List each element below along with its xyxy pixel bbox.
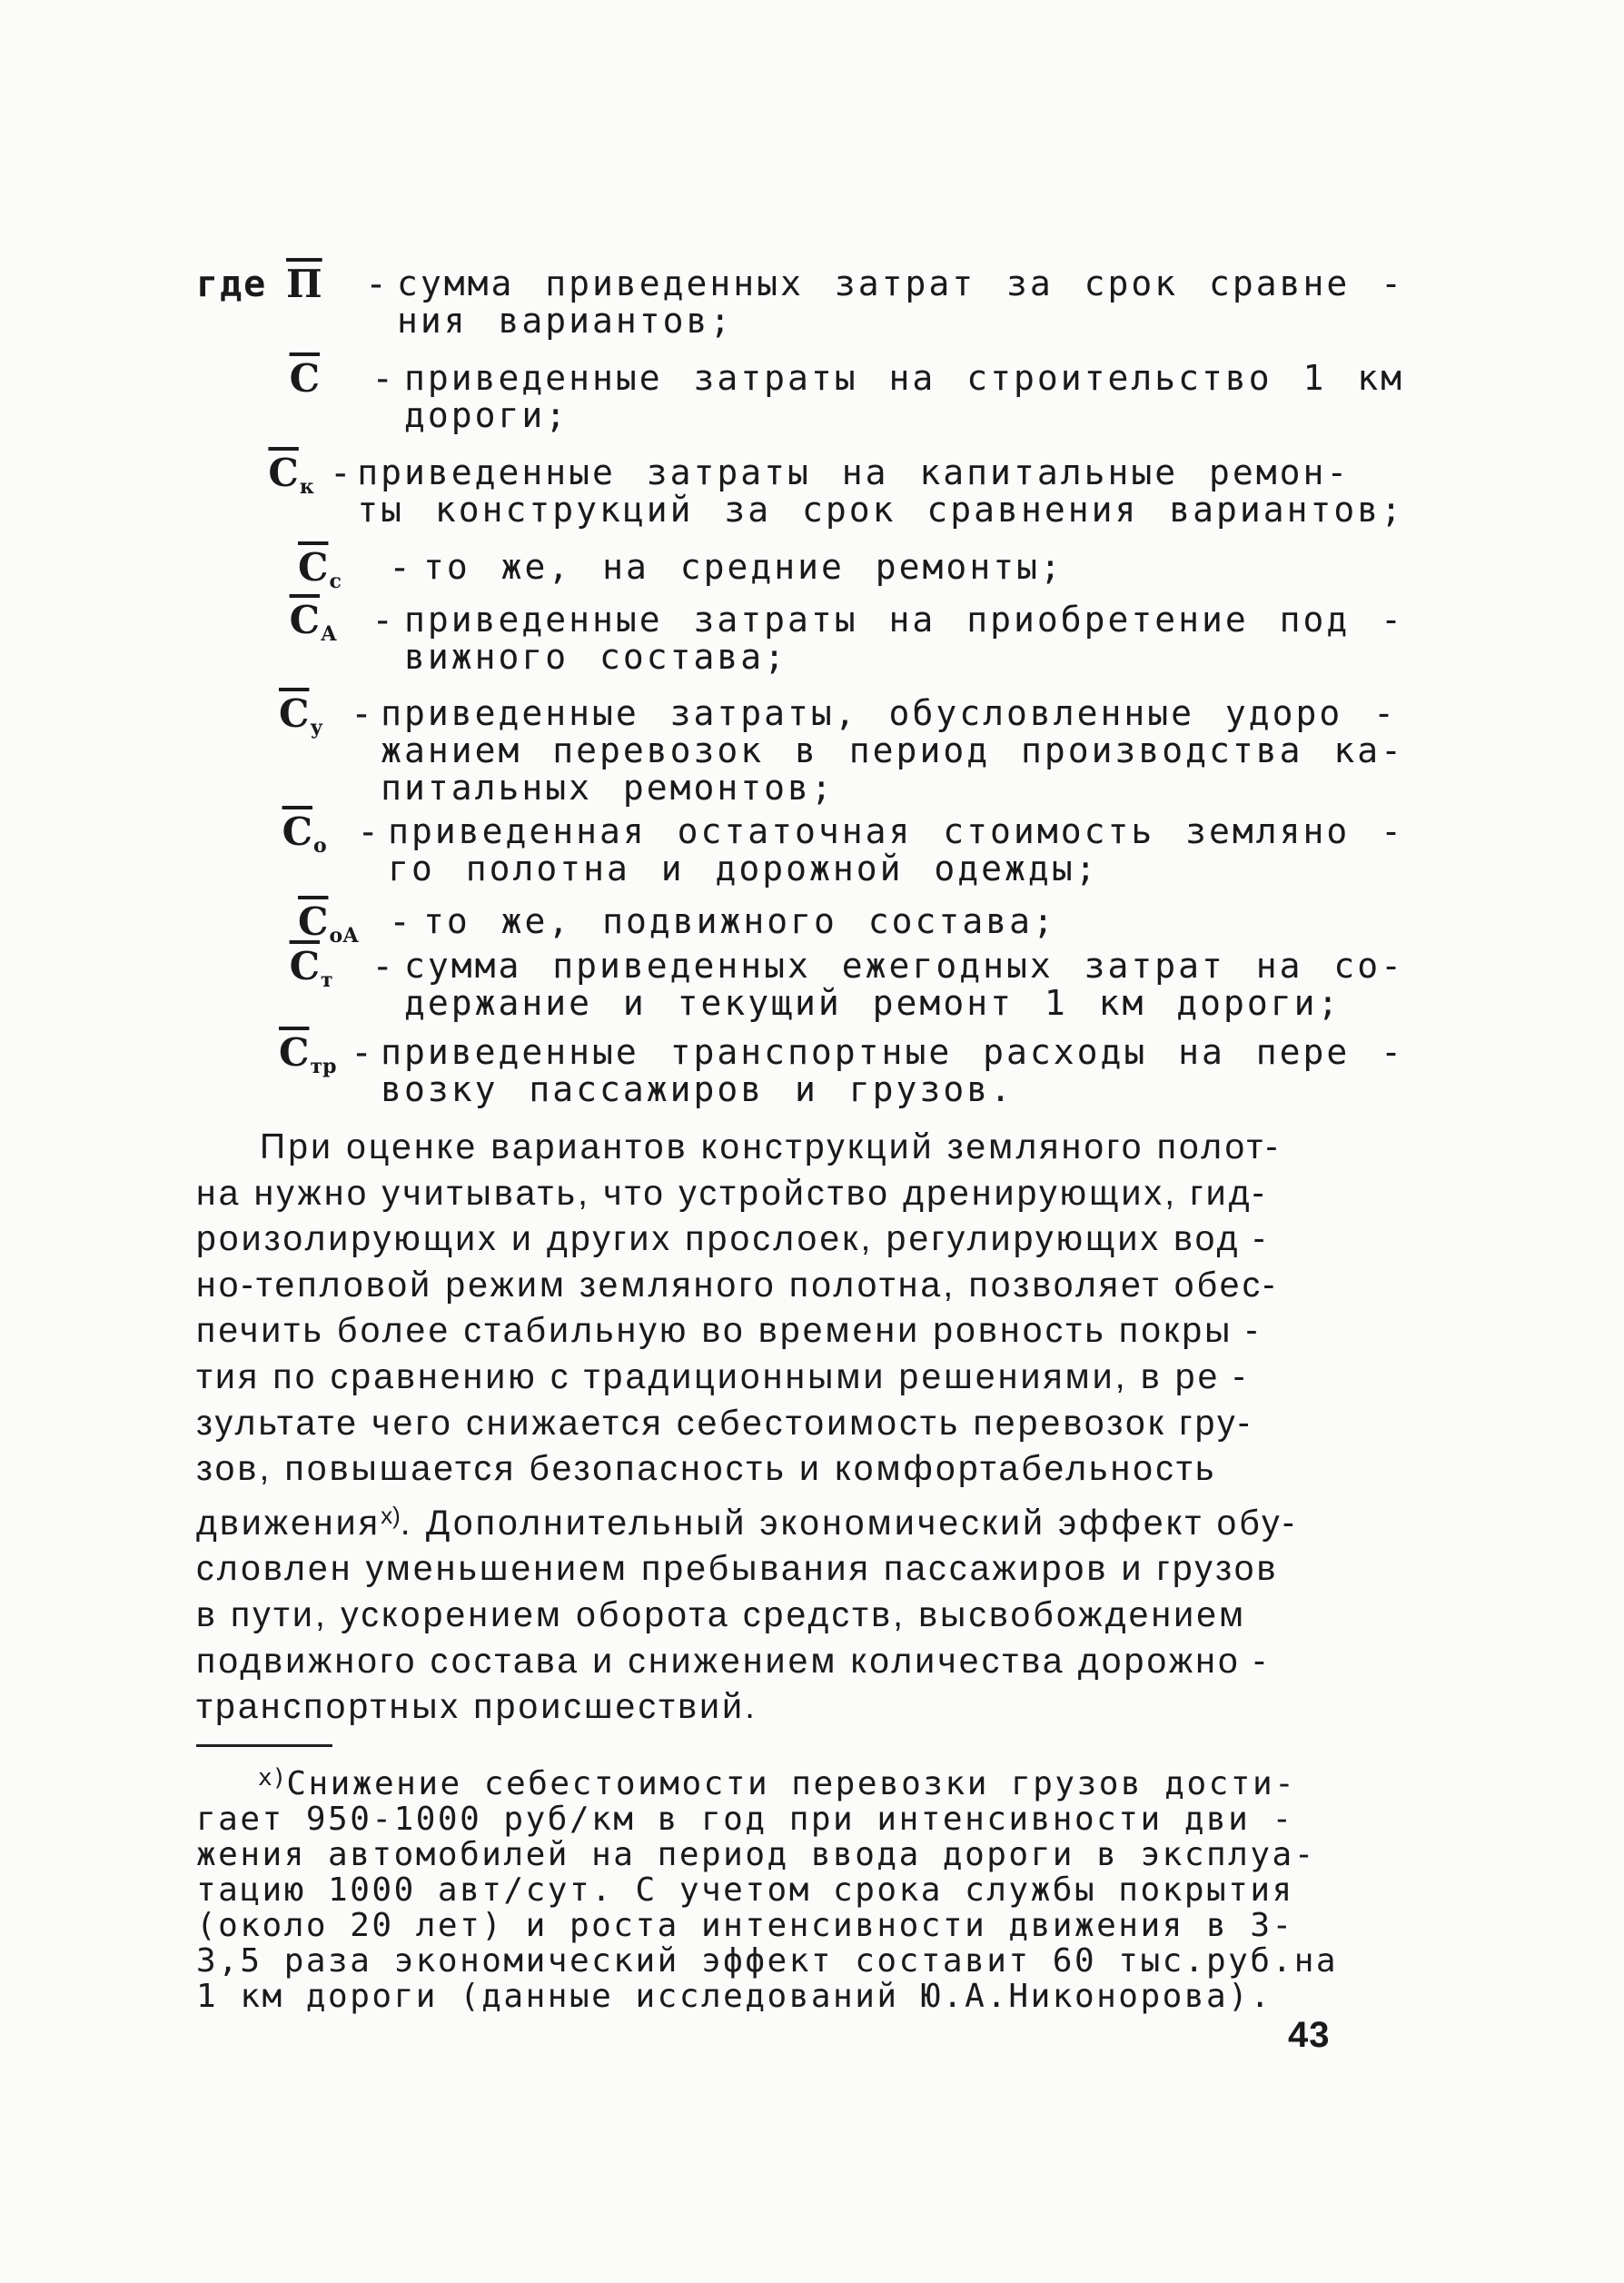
definition-item — [196, 691, 1404, 813]
definition-item — [196, 1030, 1404, 1120]
dash: - — [329, 452, 352, 494]
definition-item — [196, 545, 1404, 601]
dash: - — [350, 693, 373, 735]
text-line: 1 км дороги (данные исследований Ю.А.Никонорова). — [196, 1978, 1272, 2015]
dash: - — [350, 1032, 373, 1074]
dash: - — [357, 811, 380, 853]
page-number: 43 — [1288, 2015, 1331, 2055]
symbol: $С_у$ — [279, 691, 323, 739]
dash: - — [364, 263, 388, 305]
definition-text: приведенные транспортные расходы на пере - возку пассажиров и грузов. — [381, 1032, 1404, 1109]
footnote-separator — [196, 1744, 332, 1747]
definition-item — [196, 598, 1404, 695]
text-line: зультате чего снижается себестоимость перевозок гру- — [196, 1403, 1253, 1443]
definition-item — [196, 899, 1404, 948]
text-line: При оценке вариантов конструкций земляного полот- — [260, 1127, 1281, 1166]
symbol: $С_к$ — [268, 451, 314, 499]
definition-item — [196, 262, 1405, 360]
definition-item — [196, 809, 1404, 903]
definition-text: приведенные затраты на капитальные ремон- ты конструкций за срок сравнения вариантов; — [357, 452, 1404, 530]
definition-text: то же, подвижного состава; — [423, 901, 1056, 941]
footnote-reference: x) — [381, 1501, 401, 1529]
text-line: гает 950-1000 руб/км в год при интенсивности дви - — [196, 1801, 1294, 1838]
symbol: $С_{оА}$ — [298, 899, 360, 948]
text-line: транспортных происшествий. — [196, 1687, 758, 1727]
symbol: $С_А$ — [289, 598, 337, 646]
definition-text: приведенные затраты, обусловленные удоро - жанием перевозок в период производства ка- питальных ремонтов; — [381, 693, 1404, 808]
text-line: (около 20 лет) и роста интенсивности движения в 3- — [196, 1907, 1294, 1944]
text-line: $^{x)}$Снижение себестоимости перевозки грузов дости- — [258, 1764, 1297, 1802]
text-line: 3,5 раза экономический эффект составит 60 тыс.руб.на — [196, 1942, 1339, 1980]
symbol: С — [289, 356, 321, 401]
text-line: роизолирующих и других прослоек, регулирующих вод - — [196, 1219, 1268, 1259]
text-line: печить более стабильную во времени ровность покры - — [196, 1311, 1261, 1351]
text-line: движения$^{x)}$. Дополнительный экономический эффект обу- — [196, 1501, 1298, 1543]
symbol: $С_т$ — [289, 944, 333, 992]
definition-item — [196, 944, 1404, 1034]
symbol: $С_о$ — [282, 809, 327, 858]
definition-text: сумма приведенных затрат за срок сравне - ния вариантов; — [397, 263, 1405, 341]
text-line: тацию 1000 авт/сут. С учетом срока службы покрытия — [196, 1871, 1294, 1909]
where-word: где — [196, 263, 268, 305]
text-line: на нужно учитывать, что устройство дренирующих, гид- — [196, 1173, 1267, 1213]
definition-text: приведенные затраты на приобретение под - вижного состава; — [404, 600, 1404, 677]
text-line: тия по сравнению с традиционными решениями, в ре - — [196, 1356, 1248, 1396]
dash: - — [371, 600, 394, 641]
definition-text: приведенные затраты на строительство 1 км дороги; — [404, 358, 1404, 435]
text-line: жения автомобилей на период ввода дороги в эксплуа- — [196, 1836, 1316, 1873]
text-line: в пути, ускорением оборота средств, высвобождением — [196, 1594, 1247, 1634]
text-line: но-тепловой режим земляного полотна, позволяет обес- — [196, 1265, 1278, 1305]
dash: - — [388, 547, 411, 589]
symbol: П — [286, 262, 322, 306]
definition-text: то же, на средние ремонты; — [423, 547, 1064, 587]
symbol: $С_с$ — [298, 545, 342, 593]
dash: - — [371, 946, 394, 988]
text-line: словлен уменьшением пребывания пассажиров и грузов — [196, 1549, 1279, 1589]
definition-text: приведенная остаточная стоимость земляно - го полотна и дорожной одежды; — [388, 811, 1404, 888]
text-line: зов, повышается безопасность и комфортабельность — [196, 1449, 1217, 1489]
dash: - — [388, 901, 411, 943]
definition-text: сумма приведенных ежегодных затрат на со- держание и текущий ремонт 1 км дороги; — [404, 946, 1404, 1023]
definition-item — [196, 451, 1404, 549]
definition-list — [196, 262, 1405, 1120]
body-paragraph — [196, 1125, 1404, 1731]
footnote-marker: x) — [258, 1764, 287, 1792]
text-line: подвижного состава и снижением количества дорожно - — [196, 1641, 1269, 1681]
symbol: $С_{тр}$ — [279, 1030, 337, 1078]
footnote — [196, 1761, 1404, 2014]
dash: - — [371, 358, 394, 400]
definition-item — [196, 356, 1404, 454]
